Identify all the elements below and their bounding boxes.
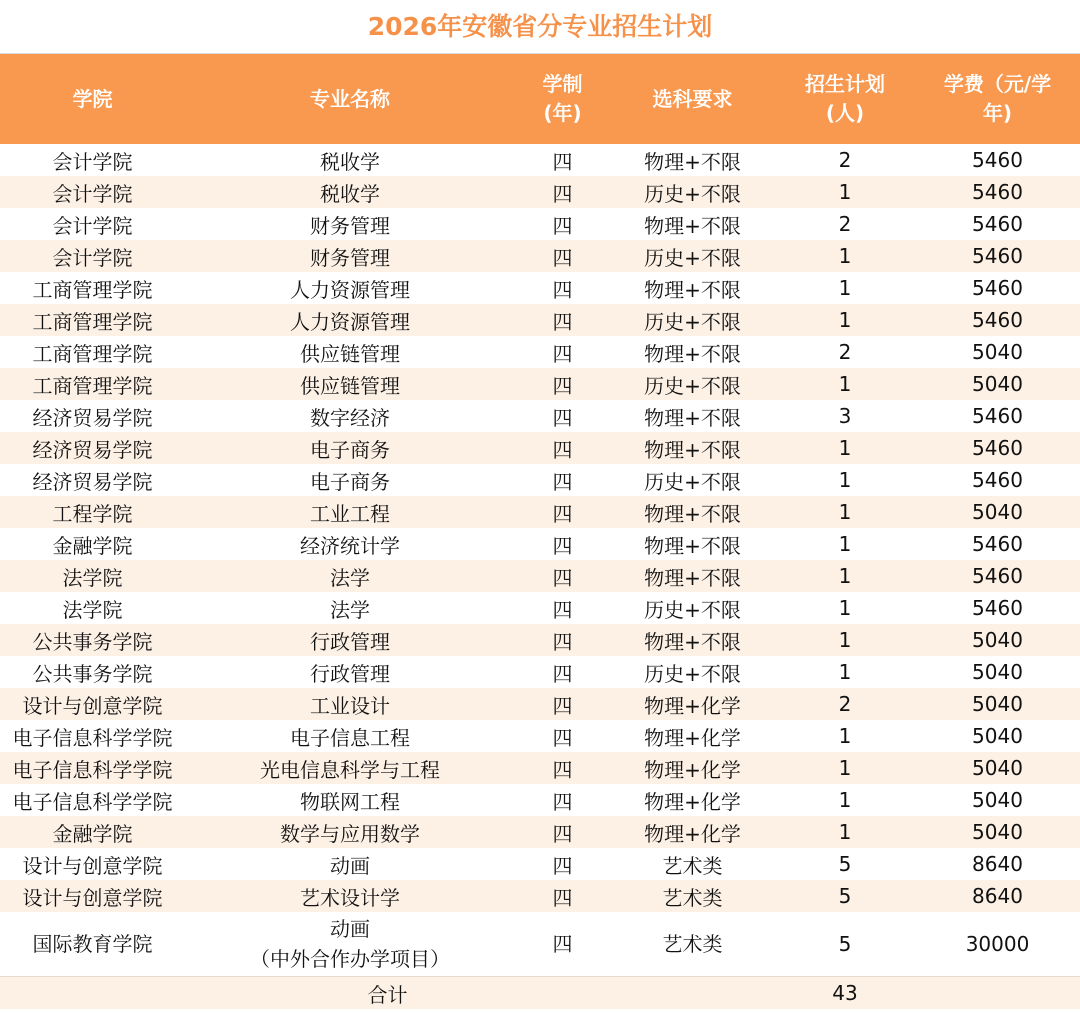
cell-college: 会计学院 <box>0 240 185 272</box>
table-row <box>0 368 1080 400</box>
table-row <box>0 848 1080 880</box>
cell-major: 光电信息科学与工程 <box>185 752 515 784</box>
cell-major: 税收学 <box>185 176 515 208</box>
cell-years: 四 <box>515 912 610 977</box>
cell-fee: 30000 <box>915 912 1080 977</box>
cell-plan: 1 <box>775 464 915 496</box>
table-row <box>0 720 1080 752</box>
cell-plan: 1 <box>775 624 915 656</box>
cell-college: 法学院 <box>0 592 185 624</box>
cell-major: 数学与应用数学 <box>185 816 515 848</box>
cell-college: 工商管理学院 <box>0 336 185 368</box>
cell-college: 金融学院 <box>0 528 185 560</box>
cell-fee: 5460 <box>915 528 1080 560</box>
cell-subject: 物理+不限 <box>610 208 775 240</box>
cell-plan: 1 <box>775 560 915 592</box>
table-row <box>0 528 1080 560</box>
cell-fee: 5040 <box>915 624 1080 656</box>
cell-major: 电子商务 <box>185 464 515 496</box>
cell-major: 经济统计学 <box>185 528 515 560</box>
cell-major: 工业设计 <box>185 688 515 720</box>
cell-subject: 物理+不限 <box>610 432 775 464</box>
cell-plan: 2 <box>775 208 915 240</box>
cell-subject: 历史+不限 <box>610 176 775 208</box>
cell-major: 电子信息工程 <box>185 720 515 752</box>
cell-plan: 1 <box>775 240 915 272</box>
cell-subject: 物理+不限 <box>610 272 775 304</box>
cell-years: 四 <box>515 208 610 240</box>
cell-major: 法学 <box>185 592 515 624</box>
cell-subject: 历史+不限 <box>610 368 775 400</box>
header-college: 学院 <box>0 54 185 144</box>
cell-years: 四 <box>515 560 610 592</box>
cell-subject: 物理+不限 <box>610 144 775 176</box>
cell-years: 四 <box>515 752 610 784</box>
cell-plan: 1 <box>775 816 915 848</box>
cell-subject: 历史+不限 <box>610 592 775 624</box>
cell-years: 四 <box>515 176 610 208</box>
cell-plan: 2 <box>775 336 915 368</box>
cell-plan: 2 <box>775 144 915 176</box>
cell-plan: 2 <box>775 688 915 720</box>
cell-fee: 5460 <box>915 208 1080 240</box>
cell-years: 四 <box>515 368 610 400</box>
table-row <box>0 400 1080 432</box>
table-row <box>0 240 1080 272</box>
cell-major: 艺术设计学 <box>185 880 515 912</box>
cell-fee: 5040 <box>915 752 1080 784</box>
cell-college: 经济贸易学院 <box>0 432 185 464</box>
cell-plan: 1 <box>775 592 915 624</box>
cell-subject: 物理+不限 <box>610 400 775 432</box>
cell-subject: 物理+化学 <box>610 720 775 752</box>
cell-plan: 1 <box>775 656 915 688</box>
cell-college: 电子信息科学学院 <box>0 720 185 752</box>
cell-major: 工业工程 <box>185 496 515 528</box>
cell-years: 四 <box>515 624 610 656</box>
table-row <box>0 912 1080 977</box>
cell-major: 税收学 <box>185 144 515 176</box>
cell-fee: 5040 <box>915 336 1080 368</box>
cell-plan: 1 <box>775 752 915 784</box>
cell-years: 四 <box>515 688 610 720</box>
cell-fee: 5460 <box>915 144 1080 176</box>
cell-years: 四 <box>515 816 610 848</box>
cell-subject: 物理+不限 <box>610 496 775 528</box>
cell-major: 行政管理 <box>185 624 515 656</box>
cell-fee: 5460 <box>915 400 1080 432</box>
table-row <box>0 464 1080 496</box>
cell-major: 物联网工程 <box>185 784 515 816</box>
cell-subject: 物理+不限 <box>610 336 775 368</box>
total-value: 43 <box>775 977 915 1010</box>
total-row <box>0 977 1080 1010</box>
cell-major: 动画 <box>185 848 515 880</box>
table-row <box>0 816 1080 848</box>
cell-plan: 1 <box>775 368 915 400</box>
cell-years: 四 <box>515 336 610 368</box>
table-row <box>0 592 1080 624</box>
cell-subject: 艺术类 <box>610 848 775 880</box>
header-major: 专业名称 <box>185 54 515 144</box>
cell-subject: 物理+不限 <box>610 624 775 656</box>
cell-plan: 1 <box>775 176 915 208</box>
header-years <box>515 54 610 144</box>
cell-plan: 1 <box>775 528 915 560</box>
header-years-line1: 学制 <box>542 72 583 96</box>
table-row <box>0 752 1080 784</box>
cell-subject: 历史+不限 <box>610 656 775 688</box>
cell-fee: 5040 <box>915 816 1080 848</box>
cell-plan: 1 <box>775 304 915 336</box>
table-body <box>0 144 1080 977</box>
cell-fee: 5460 <box>915 560 1080 592</box>
cell-fee: 5040 <box>915 720 1080 752</box>
cell-major: 财务管理 <box>185 208 515 240</box>
table-row <box>0 560 1080 592</box>
cell-plan: 5 <box>775 912 915 977</box>
cell-major-line1: 动画 <box>330 917 370 941</box>
cell-college: 国际教育学院 <box>0 912 185 977</box>
table-row <box>0 336 1080 368</box>
header-plan <box>775 54 915 144</box>
cell-fee: 5040 <box>915 656 1080 688</box>
header-fee-line1: 学费（元/学 <box>943 72 1052 96</box>
table-row <box>0 304 1080 336</box>
cell-plan: 5 <box>775 880 915 912</box>
cell-fee: 5040 <box>915 784 1080 816</box>
cell-subject: 历史+不限 <box>610 304 775 336</box>
cell-major: 财务管理 <box>185 240 515 272</box>
cell-subject: 物理+不限 <box>610 560 775 592</box>
cell-fee: 5040 <box>915 688 1080 720</box>
cell-college: 公共事务学院 <box>0 624 185 656</box>
cell-college: 设计与创意学院 <box>0 880 185 912</box>
cell-major: 人力资源管理 <box>185 304 515 336</box>
cell-fee: 5460 <box>915 464 1080 496</box>
table-row <box>0 688 1080 720</box>
table-header-row <box>0 54 1080 144</box>
cell-major: 供应链管理 <box>185 368 515 400</box>
cell-subject: 物理+化学 <box>610 784 775 816</box>
cell-fee: 5460 <box>915 432 1080 464</box>
cell-college: 经济贸易学院 <box>0 464 185 496</box>
table-row <box>0 656 1080 688</box>
header-fee <box>915 54 1080 144</box>
cell-major: 电子商务 <box>185 432 515 464</box>
table-row <box>0 496 1080 528</box>
cell-fee: 5460 <box>915 176 1080 208</box>
page-title: 2026年安徽省分专业招生计划 <box>0 0 1080 54</box>
cell-major: 供应链管理 <box>185 336 515 368</box>
cell-plan: 1 <box>775 720 915 752</box>
cell-fee: 5460 <box>915 272 1080 304</box>
cell-plan: 1 <box>775 432 915 464</box>
header-plan-line1: 招生计划 <box>805 72 885 96</box>
cell-fee: 5040 <box>915 496 1080 528</box>
cell-years: 四 <box>515 656 610 688</box>
table-row <box>0 880 1080 912</box>
cell-subject: 物理+化学 <box>610 688 775 720</box>
cell-college: 工程学院 <box>0 496 185 528</box>
cell-years: 四 <box>515 528 610 560</box>
table-row <box>0 144 1080 176</box>
cell-subject: 物理+化学 <box>610 816 775 848</box>
cell-years: 四 <box>515 144 610 176</box>
cell-fee: 5460 <box>915 240 1080 272</box>
cell-college: 会计学院 <box>0 208 185 240</box>
header-years-line2: (年) <box>543 101 582 125</box>
cell-subject: 艺术类 <box>610 880 775 912</box>
cell-college: 经济贸易学院 <box>0 400 185 432</box>
cell-major: 数字经济 <box>185 400 515 432</box>
cell-college: 设计与创意学院 <box>0 688 185 720</box>
table-row <box>0 432 1080 464</box>
cell-subject: 艺术类 <box>610 912 775 977</box>
cell-years: 四 <box>515 880 610 912</box>
cell-college: 会计学院 <box>0 176 185 208</box>
cell-years: 四 <box>515 496 610 528</box>
cell-plan: 3 <box>775 400 915 432</box>
cell-college: 电子信息科学学院 <box>0 784 185 816</box>
cell-fee: 5460 <box>915 304 1080 336</box>
cell-plan: 1 <box>775 784 915 816</box>
cell-fee: 5460 <box>915 592 1080 624</box>
cell-years: 四 <box>515 240 610 272</box>
cell-college: 法学院 <box>0 560 185 592</box>
cell-years: 四 <box>515 400 610 432</box>
cell-fee: 8640 <box>915 848 1080 880</box>
cell-major <box>185 912 515 977</box>
cell-college: 金融学院 <box>0 816 185 848</box>
cell-college: 电子信息科学学院 <box>0 752 185 784</box>
cell-college: 工商管理学院 <box>0 304 185 336</box>
cell-college: 会计学院 <box>0 144 185 176</box>
cell-years: 四 <box>515 720 610 752</box>
table-row <box>0 176 1080 208</box>
total-label: 合计 <box>0 977 775 1010</box>
header-fee-line2: 年) <box>982 101 1013 125</box>
cell-major: 人力资源管理 <box>185 272 515 304</box>
cell-plan: 1 <box>775 496 915 528</box>
cell-subject: 物理+化学 <box>610 752 775 784</box>
cell-subject: 历史+不限 <box>610 464 775 496</box>
cell-major: 法学 <box>185 560 515 592</box>
cell-fee: 5040 <box>915 368 1080 400</box>
table-row <box>0 208 1080 240</box>
cell-years: 四 <box>515 272 610 304</box>
cell-subject: 物理+不限 <box>610 528 775 560</box>
cell-years: 四 <box>515 464 610 496</box>
cell-subject: 历史+不限 <box>610 240 775 272</box>
cell-college: 公共事务学院 <box>0 656 185 688</box>
header-plan-line2: (人) <box>825 101 865 125</box>
total-empty <box>915 977 1080 1010</box>
cell-college: 设计与创意学院 <box>0 848 185 880</box>
enrollment-table <box>0 54 1080 1009</box>
cell-years: 四 <box>515 848 610 880</box>
cell-years: 四 <box>515 304 610 336</box>
cell-major: 行政管理 <box>185 656 515 688</box>
table-row <box>0 624 1080 656</box>
header-subject: 选科要求 <box>610 54 775 144</box>
cell-years: 四 <box>515 592 610 624</box>
table-row <box>0 272 1080 304</box>
cell-years: 四 <box>515 784 610 816</box>
table-row <box>0 784 1080 816</box>
cell-fee: 8640 <box>915 880 1080 912</box>
cell-plan: 5 <box>775 848 915 880</box>
cell-major-line2: （中外合作办学项目） <box>250 947 450 971</box>
cell-plan: 1 <box>775 272 915 304</box>
cell-college: 工商管理学院 <box>0 272 185 304</box>
cell-college: 工商管理学院 <box>0 368 185 400</box>
cell-years: 四 <box>515 432 610 464</box>
